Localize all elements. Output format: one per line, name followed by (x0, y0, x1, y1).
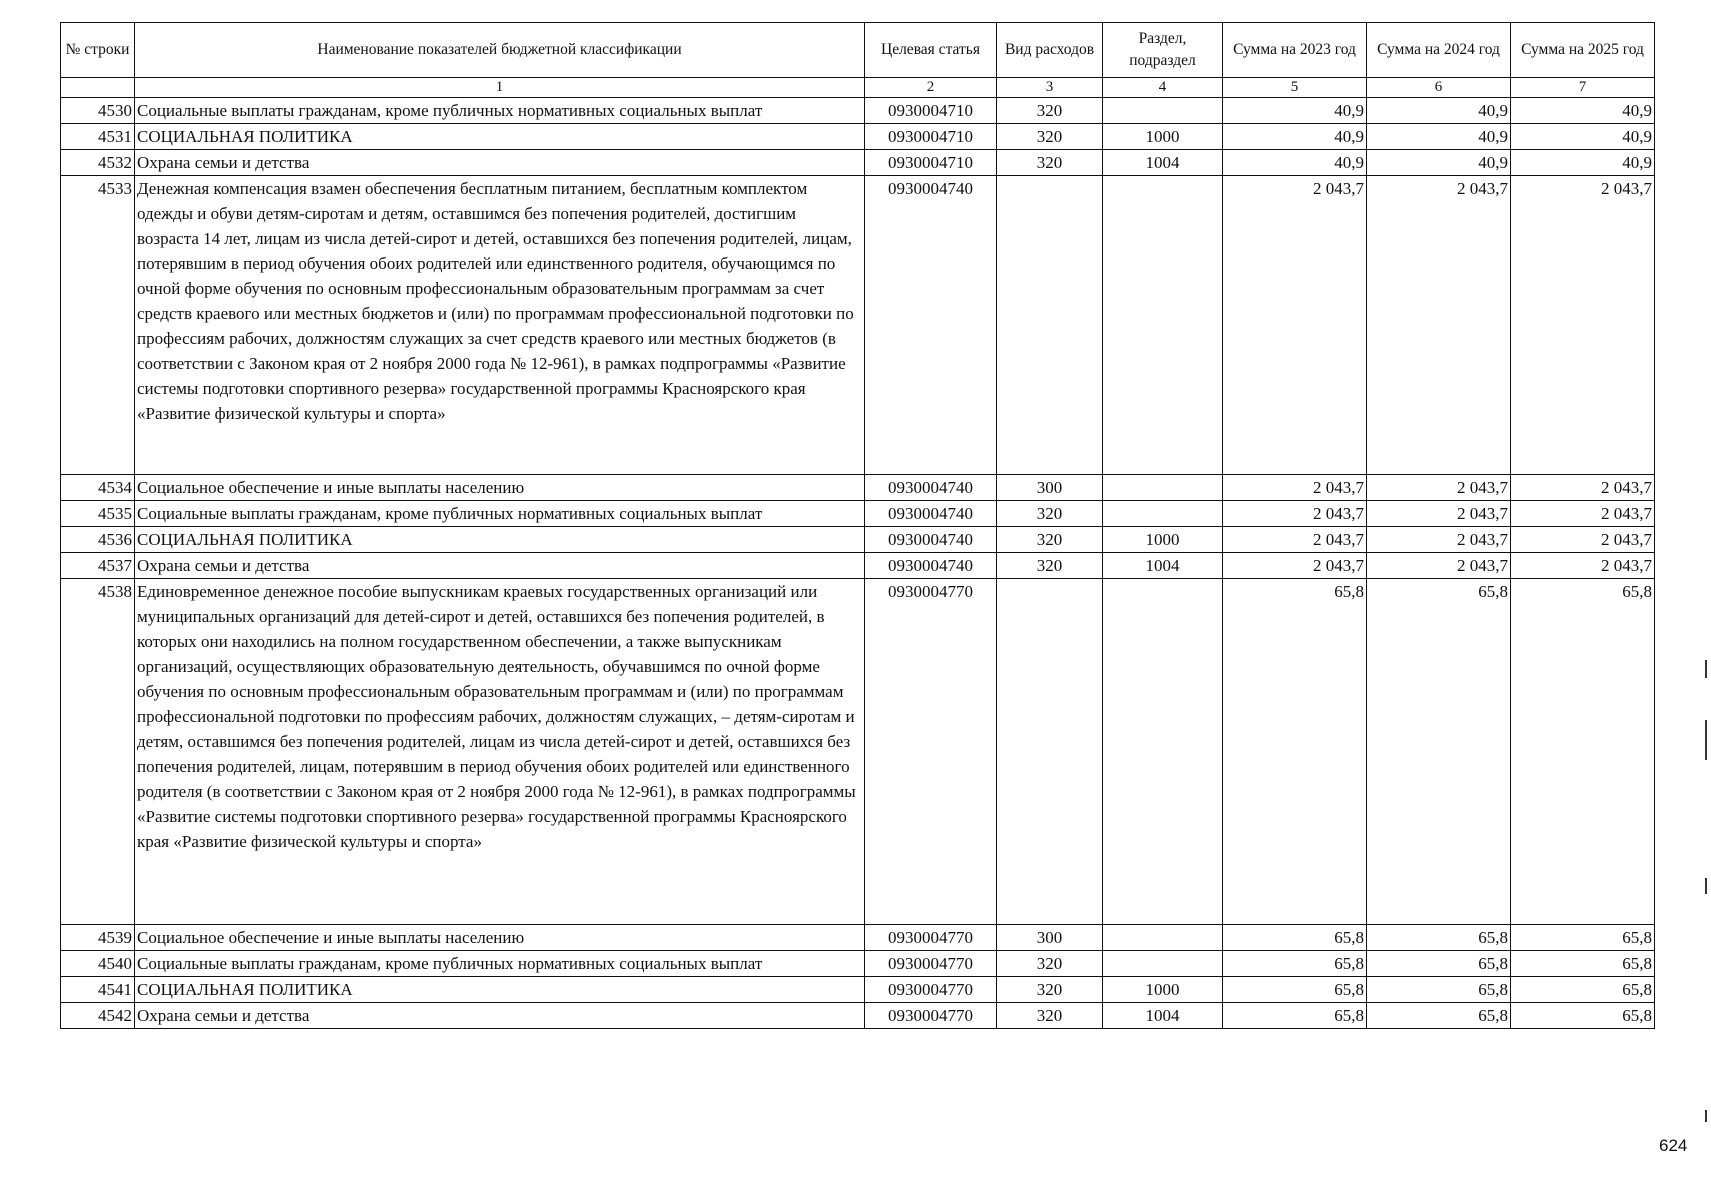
table-row (61, 475, 1655, 501)
row-vid: 320 (997, 951, 1103, 977)
row-vid: 320 (997, 1003, 1103, 1029)
row-number: 4531 (61, 124, 135, 150)
column-number-row (61, 78, 1655, 98)
row-name: Денежная компенсация взамен обеспечения бесплатным питанием, бесплатным комплектом одежды и обуви детям-сиротам и детям, оставшимся без попечения родителей, достигшим возраста 14 лет, лицам из числа детей-сирот и детей, оставшихся без попечения родителей, лицам, потерявшим в период обучения обоих родителей или единственного родителя, обучающимся по очной форме обучения по основным профессиональным образовательным программам за счет средств краевого или местных бюджетов и (или) по программам профессиональной подготовки по профессиям рабочих, должностям служащих за счет средств краевого или местных бюджетов (в соответствии с Законом края от 2 ноября 2000 года № 12-961), в рамках подпрограммы «Развитие системы подготовки спортивного резерва» государственной программы Красноярского края «Развитие физической культуры и спорта» (135, 176, 865, 475)
header-sum-2024: Сумма на 2024 год (1367, 23, 1511, 78)
row-sum-2023: 40,9 (1223, 98, 1367, 124)
row-sum-2023: 40,9 (1223, 124, 1367, 150)
row-number: 4530 (61, 98, 135, 124)
row-target-code: 0930004770 (865, 951, 997, 977)
row-section: 1000 (1103, 124, 1223, 150)
column-number: 3 (997, 78, 1103, 98)
row-number: 4542 (61, 1003, 135, 1029)
row-vid: 320 (997, 150, 1103, 176)
row-target-code: 0930004740 (865, 475, 997, 501)
row-number: 4532 (61, 150, 135, 176)
row-sum-2025: 40,9 (1511, 124, 1655, 150)
row-sum-2024: 40,9 (1367, 124, 1511, 150)
header-row-no: № строки (61, 23, 135, 78)
header-section: Раздел, подраздел (1103, 23, 1223, 78)
budget-sheet (60, 22, 1655, 1029)
row-sum-2025: 65,8 (1511, 1003, 1655, 1029)
header-name: Наименование показателей бюджетной классификации (135, 23, 865, 78)
row-target-code: 0930004710 (865, 150, 997, 176)
row-name: СОЦИАЛЬНАЯ ПОЛИТИКА (135, 977, 865, 1003)
row-sum-2024: 2 043,7 (1367, 527, 1511, 553)
row-name: Социальное обеспечение и иные выплаты населению (135, 475, 865, 501)
row-section: 1000 (1103, 527, 1223, 553)
row-name: Социальные выплаты гражданам, кроме публичных нормативных социальных выплат (135, 951, 865, 977)
row-vid: 300 (997, 475, 1103, 501)
row-sum-2024: 65,8 (1367, 977, 1511, 1003)
row-sum-2024: 40,9 (1367, 98, 1511, 124)
column-number: 7 (1511, 78, 1655, 98)
row-sum-2025: 40,9 (1511, 98, 1655, 124)
row-sum-2023: 40,9 (1223, 150, 1367, 176)
row-section: 1004 (1103, 1003, 1223, 1029)
row-sum-2023: 2 043,7 (1223, 553, 1367, 579)
table-row (61, 925, 1655, 951)
row-sum-2025: 65,8 (1511, 925, 1655, 951)
row-target-code: 0930004740 (865, 553, 997, 579)
row-sum-2025: 2 043,7 (1511, 501, 1655, 527)
row-name: СОЦИАЛЬНАЯ ПОЛИТИКА (135, 527, 865, 553)
row-target-code: 0930004710 (865, 98, 997, 124)
table-row (61, 527, 1655, 553)
table-row (61, 553, 1655, 579)
row-sum-2025: 40,9 (1511, 150, 1655, 176)
row-sum-2025: 2 043,7 (1511, 553, 1655, 579)
row-name: Охрана семьи и детства (135, 1003, 865, 1029)
table-row (61, 124, 1655, 150)
row-vid: 320 (997, 553, 1103, 579)
row-sum-2025: 2 043,7 (1511, 475, 1655, 501)
row-sum-2024: 2 043,7 (1367, 501, 1511, 527)
row-sum-2023: 65,8 (1223, 579, 1367, 925)
header-sum-2023: Сумма на 2023 год (1223, 23, 1367, 78)
row-section: 1004 (1103, 553, 1223, 579)
row-sum-2024: 40,9 (1367, 150, 1511, 176)
row-sum-2025: 65,8 (1511, 579, 1655, 925)
row-number: 4539 (61, 925, 135, 951)
header-row (61, 23, 1655, 78)
row-number: 4541 (61, 977, 135, 1003)
row-vid: 320 (997, 98, 1103, 124)
row-sum-2024: 65,8 (1367, 579, 1511, 925)
row-target-code: 0930004770 (865, 925, 997, 951)
row-sum-2023: 65,8 (1223, 925, 1367, 951)
row-target-code: 0930004710 (865, 124, 997, 150)
row-sum-2024: 2 043,7 (1367, 176, 1511, 475)
row-number: 4540 (61, 951, 135, 977)
row-sum-2024: 65,8 (1367, 925, 1511, 951)
column-number (61, 78, 135, 98)
row-section: 1000 (1103, 977, 1223, 1003)
column-number: 6 (1367, 78, 1511, 98)
row-sum-2025: 65,8 (1511, 951, 1655, 977)
table-row (61, 501, 1655, 527)
row-target-code: 0930004740 (865, 527, 997, 553)
table-row (61, 977, 1655, 1003)
row-target-code: 0930004740 (865, 501, 997, 527)
budget-table (60, 22, 1655, 1029)
row-vid (997, 176, 1103, 475)
row-sum-2024: 2 043,7 (1367, 553, 1511, 579)
header-vid: Вид расходов (997, 23, 1103, 78)
row-number: 4537 (61, 553, 135, 579)
table-row (61, 1003, 1655, 1029)
page-number: 624 (1659, 1136, 1688, 1155)
column-number: 1 (135, 78, 865, 98)
row-target-code: 0930004770 (865, 1003, 997, 1029)
row-vid: 320 (997, 977, 1103, 1003)
table-row (61, 98, 1655, 124)
column-number: 2 (865, 78, 997, 98)
row-sum-2023: 2 043,7 (1223, 475, 1367, 501)
row-sum-2023: 65,8 (1223, 1003, 1367, 1029)
row-section (1103, 951, 1223, 977)
row-vid: 320 (997, 124, 1103, 150)
row-section (1103, 98, 1223, 124)
row-sum-2025: 2 043,7 (1511, 176, 1655, 475)
row-target-code: 0930004770 (865, 977, 997, 1003)
column-number: 5 (1223, 78, 1367, 98)
row-name: Охрана семьи и детства (135, 150, 865, 176)
row-target-code: 0930004740 (865, 176, 997, 475)
row-name: Социальные выплаты гражданам, кроме публичных нормативных социальных выплат (135, 98, 865, 124)
row-section (1103, 579, 1223, 925)
row-name: Социальное обеспечение и иные выплаты населению (135, 925, 865, 951)
column-number: 4 (1103, 78, 1223, 98)
header-target: Целевая статья (865, 23, 997, 78)
table-row (61, 951, 1655, 977)
row-name: СОЦИАЛЬНАЯ ПОЛИТИКА (135, 124, 865, 150)
row-vid: 300 (997, 925, 1103, 951)
row-section (1103, 501, 1223, 527)
row-sum-2024: 2 043,7 (1367, 475, 1511, 501)
table-row (61, 150, 1655, 176)
row-name: Единовременное денежное пособие выпускникам краевых государственных организаций или муниципальных организаций для детей-сирот и детей, оставшихся без попечения родителей, в которых они находились на полном государственном обеспечении, а также выпускникам организаций, осуществляющих образовательную деятельность, обучавшимся по очной форме обучения по основным профессиональным образовательным программам и (или) по программам профессиональной подготовки по профессиям рабочих, должностям служащих, – детям-сиротам и детям, оставшимся без попечения родителей, лицам из числа детей-сирот и детей, оставшихся без попечения родителей, лицам, потерявшим в период обучения обоих родителей или единственного родителя (в соответствии с Законом края от 2 ноября 2000 года № 12-961), в рамках подпрограммы «Развитие системы подготовки спортивного резерва» государственной программы Красноярского края «Развитие физической культуры и спорта» (135, 579, 865, 925)
row-sum-2023: 2 043,7 (1223, 176, 1367, 475)
scan-edge-mark (1705, 720, 1707, 760)
table-row (61, 579, 1655, 925)
row-number: 4533 (61, 176, 135, 475)
row-sum-2023: 65,8 (1223, 977, 1367, 1003)
row-name: Охрана семьи и детства (135, 553, 865, 579)
row-sum-2025: 65,8 (1511, 977, 1655, 1003)
row-section (1103, 925, 1223, 951)
row-sum-2024: 65,8 (1367, 1003, 1511, 1029)
row-sum-2023: 2 043,7 (1223, 501, 1367, 527)
row-vid (997, 579, 1103, 925)
scan-edge-mark (1705, 660, 1707, 678)
row-name: Социальные выплаты гражданам, кроме публичных нормативных социальных выплат (135, 501, 865, 527)
table-row (61, 176, 1655, 475)
row-number: 4535 (61, 501, 135, 527)
row-sum-2024: 65,8 (1367, 951, 1511, 977)
scan-edge-mark (1705, 878, 1707, 894)
row-section (1103, 176, 1223, 475)
row-number: 4534 (61, 475, 135, 501)
row-sum-2025: 2 043,7 (1511, 527, 1655, 553)
scan-edge-mark (1705, 1110, 1707, 1122)
row-sum-2023: 65,8 (1223, 951, 1367, 977)
row-number: 4536 (61, 527, 135, 553)
row-target-code: 0930004770 (865, 579, 997, 925)
row-section (1103, 475, 1223, 501)
row-number: 4538 (61, 579, 135, 925)
row-sum-2023: 2 043,7 (1223, 527, 1367, 553)
row-vid: 320 (997, 501, 1103, 527)
header-sum-2025: Сумма на 2025 год (1511, 23, 1655, 78)
row-section: 1004 (1103, 150, 1223, 176)
row-vid: 320 (997, 527, 1103, 553)
